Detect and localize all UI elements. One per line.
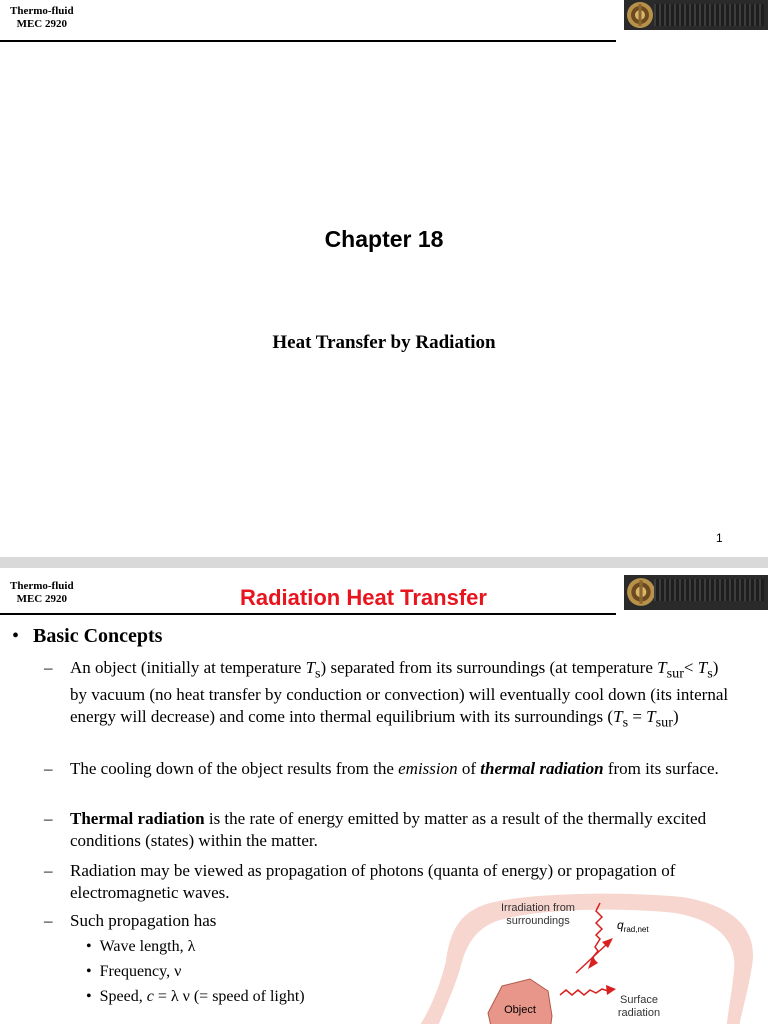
dash-marker: – <box>44 658 53 677</box>
course-code: MEC 2920 <box>16 18 67 30</box>
slide-2 <box>0 568 768 1024</box>
slide-title: Radiation Heat Transfer <box>240 585 487 610</box>
course-name: Thermo-fluid <box>10 580 74 592</box>
bullet-basic-concepts <box>12 625 162 648</box>
point-cooling-emission: The cooling down of the object results from the emission of thermal radiation from its surface. <box>70 759 719 778</box>
emblem-banner <box>654 4 764 26</box>
q-rad-net-label: $q_{rad,net}$ <box>617 918 649 934</box>
crest-icon <box>626 1 654 29</box>
bullet-marker: • <box>12 625 20 647</box>
sub-point-frequency: • Frequency, ν <box>86 963 182 980</box>
radiation-diagram <box>420 891 768 1024</box>
dash-marker: – <box>44 759 53 778</box>
point-propagation: Such propagation has <box>70 911 217 930</box>
page-number: 1 <box>716 531 723 545</box>
object-label: Object <box>504 1004 536 1016</box>
course-code: MEC 2920 <box>16 593 67 605</box>
crest-icon <box>626 577 656 607</box>
course-label <box>10 580 74 606</box>
sub-point-speed: • Speed, c = λ ν (= speed of light) <box>86 988 305 1005</box>
slide-divider <box>0 557 768 568</box>
header-rule <box>0 613 616 615</box>
surface-label-line2: radiation <box>617 1007 661 1019</box>
course-name: Thermo-fluid <box>10 5 74 17</box>
irradiation-label-line1: Irradiation from <box>501 902 575 914</box>
emblem-banner <box>654 579 764 601</box>
course-label <box>10 5 74 31</box>
point-object-cooling: An object (initially at temperature $T_s$) separated from its surroundings (at temperature $T_{sur}< T_s$) by vacuum (no heat transfer by conduction or convection) will eventually cool down (its internal energy will decrease) and come into thermal equilibrium with its surroundings $(T_s = T_{sur})$ <box>70 658 729 731</box>
point-photons-waves: Radiation may be viewed as propagation of photons (quanta of energy) or propagation of electromagnetic waves. <box>70 861 676 902</box>
dash-marker: – <box>44 809 53 828</box>
chapter-subtitle: Heat Transfer by Radiation <box>272 332 496 353</box>
university-emblem <box>624 575 768 610</box>
irradiation-label-line2: surroundings <box>506 915 570 927</box>
surface-label-line1: Surface <box>620 994 658 1006</box>
chapter-title: Chapter 18 <box>324 226 444 252</box>
header-rule <box>0 40 616 42</box>
dash-marker: – <box>44 911 53 930</box>
dash-marker: – <box>44 861 53 880</box>
point-thermal-radiation-definition: Thermal radiation is the rate of energy emitted by matter as a result of the thermally excited conditions (states) within the matter. <box>70 809 707 850</box>
sub-point-wavelength: • Wave length, λ <box>86 938 196 955</box>
university-emblem <box>624 0 768 30</box>
section-heading: Basic Concepts <box>33 625 163 647</box>
